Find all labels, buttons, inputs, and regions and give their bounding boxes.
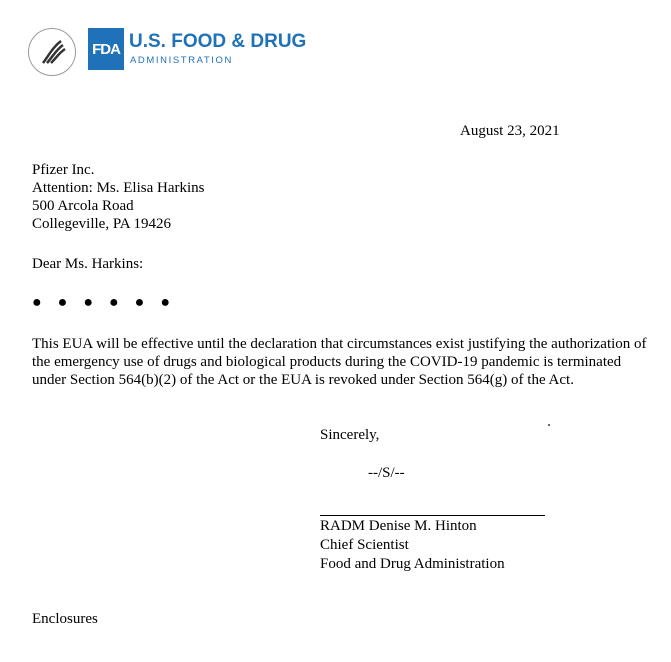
signature: --/S/--	[368, 465, 405, 481]
stray-mark	[548, 424, 550, 426]
recipient-line: Collegeville, PA 19426	[32, 216, 172, 232]
salutation: Dear Ms. Harkins:	[32, 256, 144, 272]
recipient-line: Pfizer Inc.	[32, 162, 95, 178]
hhs-seal-icon	[28, 28, 76, 76]
signer-title: Chief Scientist	[320, 537, 409, 553]
signature-line	[320, 515, 545, 516]
fda-logo: FDA	[88, 28, 124, 70]
letter-date: August 23, 2021	[460, 123, 560, 139]
fda-logo-subtitle: ADMINISTRATION	[130, 55, 233, 66]
closing: Sincerely,	[320, 427, 380, 443]
recipient-line: 500 Arcola Road	[32, 198, 134, 214]
signer-org: Food and Drug Administration	[320, 556, 505, 572]
recipient-line: Attention: Ms. Elisa Harkins	[32, 180, 205, 196]
body-paragraph: This EUA will be effective until the declaration that circumstances exist justifying the authorization of the emergency use of drugs and biological products during the COVID-19 pandemic is terminated under Section 564(b)(2) of the Act or the EUA is revoked under Section 564(g) of the Act.	[32, 336, 647, 388]
omission-bullets: ● ● ● ● ● ●	[32, 294, 176, 311]
fda-logo-title: U.S. FOOD & DRUG	[129, 31, 307, 52]
signer-name: RADM Denise M. Hinton	[320, 518, 477, 534]
enclosures: Enclosures	[32, 611, 98, 627]
